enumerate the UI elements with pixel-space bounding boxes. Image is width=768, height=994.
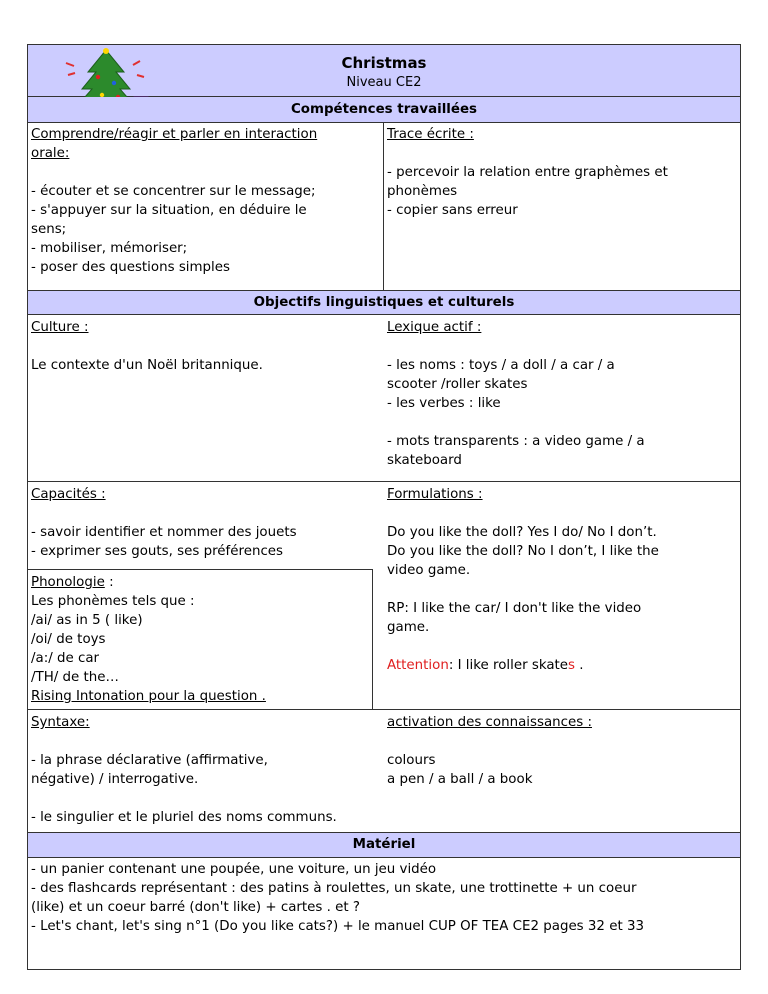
written-skills (384, 125, 740, 220)
culture-title: Culture : (31, 320, 89, 335)
competences-heading: Compétences travaillées (28, 97, 740, 123)
written-item: phonèmes (387, 184, 458, 199)
capacites-block (28, 485, 370, 561)
materiel-line: - un panier contenant une poupée, une voiture, un jeu vidéo (31, 862, 437, 877)
lexique-line: - mots transparents : a video game / a (387, 434, 645, 449)
materiel-block (28, 860, 740, 936)
rp-line: RP: I like the car/ I don't like the video (387, 601, 642, 616)
lexique-line: - les verbes : like (387, 396, 501, 411)
written-skills-title: Trace écrite : (387, 127, 474, 142)
lexique-line: - les noms : toys / a doll / a car / a (387, 358, 615, 373)
activation-line: colours (387, 753, 436, 768)
phonologie-line: /TH/ de the… (31, 670, 119, 685)
syntaxe-line: - la phrase déclarative (affirmative, (31, 753, 268, 768)
lexique-line: skateboard (387, 453, 462, 468)
phonologie-line: /oi/ de toys (31, 632, 106, 647)
attention-label: Attention (387, 658, 449, 673)
syntaxe-block (28, 713, 408, 827)
oral-item: sens; (31, 222, 67, 237)
oral-skills (28, 125, 383, 277)
objectifs-heading: Objectifs linguistiques et culturels (28, 290, 740, 315)
oral-skills-title-cont: orale: (31, 146, 70, 161)
formulation-line: Do you like the doll? Yes I do/ No I don’t. (387, 525, 657, 540)
formulation-line: Do you like the doll? No I don’t, I like the (387, 544, 659, 559)
materiel-line: - des flashcards représentant : des patins à roulettes, un skate, une trottinette + un coeur (31, 881, 637, 896)
capacites-item: - exprimer ses gouts, ses préférences (31, 544, 284, 559)
culture-text: Le contexte d'un Noël britannique. (31, 358, 263, 373)
activation-title: activation des connaissances : (387, 715, 592, 730)
capacites-title: Capacités : (31, 487, 106, 502)
lesson-sheet (27, 44, 741, 970)
syntaxe-title: Syntaxe: (31, 715, 90, 730)
oral-item: - s'appuyer sur la situation, en déduire le (31, 203, 307, 218)
syntaxe-line: négative) / interrogative. (31, 772, 199, 787)
phonologie-line: Les phonèmes tels que : (31, 594, 195, 609)
lexique-title: Lexique actif : (387, 320, 482, 335)
lexique-line: scooter /roller skates (387, 377, 528, 392)
oral-item: - écouter et se concentrer sur le message; (31, 184, 316, 199)
phonologie-title: Phonologie (31, 575, 105, 590)
phonologie-line: /ai/ as in 5 ( like) (31, 613, 143, 628)
syntaxe-line: - le singulier et le pluriel des noms communs. (31, 810, 337, 825)
formulations-title: Formulations : (387, 487, 483, 502)
activation-block (384, 713, 740, 789)
rp-line: game. (387, 620, 430, 635)
oral-skills-title: Comprendre/réagir et parler en interaction (31, 127, 318, 142)
materiel-heading: Matériel (28, 832, 740, 858)
oral-item: - mobiliser, mémoriser; (31, 241, 188, 256)
activation-line: a pen / a ball / a book (387, 772, 533, 787)
oral-item: - poser des questions simples (31, 260, 230, 275)
materiel-line: - Let's chant, let's sing n°1 (Do you like cats?) + le manuel CUP OF TEA CE2 pages 32 et 33 (31, 919, 644, 934)
written-item: - copier sans erreur (387, 203, 518, 218)
formulation-line: video game. (387, 563, 471, 578)
capacites-item: - savoir identifier et nommer des jouets (31, 525, 297, 540)
phonologie-block: Phonologie : Les phonèmes tels que : /ai/ as in 5 ( like) /oi/ de toys /a:/ de car /TH/ de the… Rising Intonation pour la question . (28, 573, 372, 706)
rising-intonation: Rising Intonation pour la question . (31, 689, 266, 704)
culture-block (28, 318, 370, 375)
phonologie-line: /a:/ de car (31, 651, 100, 666)
attention-line: Attention: I like roller skates . (387, 658, 584, 673)
written-item: - percevoir la relation entre graphèmes et (387, 165, 668, 180)
page-title: Christmas (341, 54, 427, 72)
materiel-line: (like) et un coeur barré (don't like) + cartes . et ? (31, 900, 361, 915)
formulations-block (384, 485, 740, 675)
level-label: Niveau CE2 (346, 75, 422, 90)
lexique-block (384, 318, 740, 470)
